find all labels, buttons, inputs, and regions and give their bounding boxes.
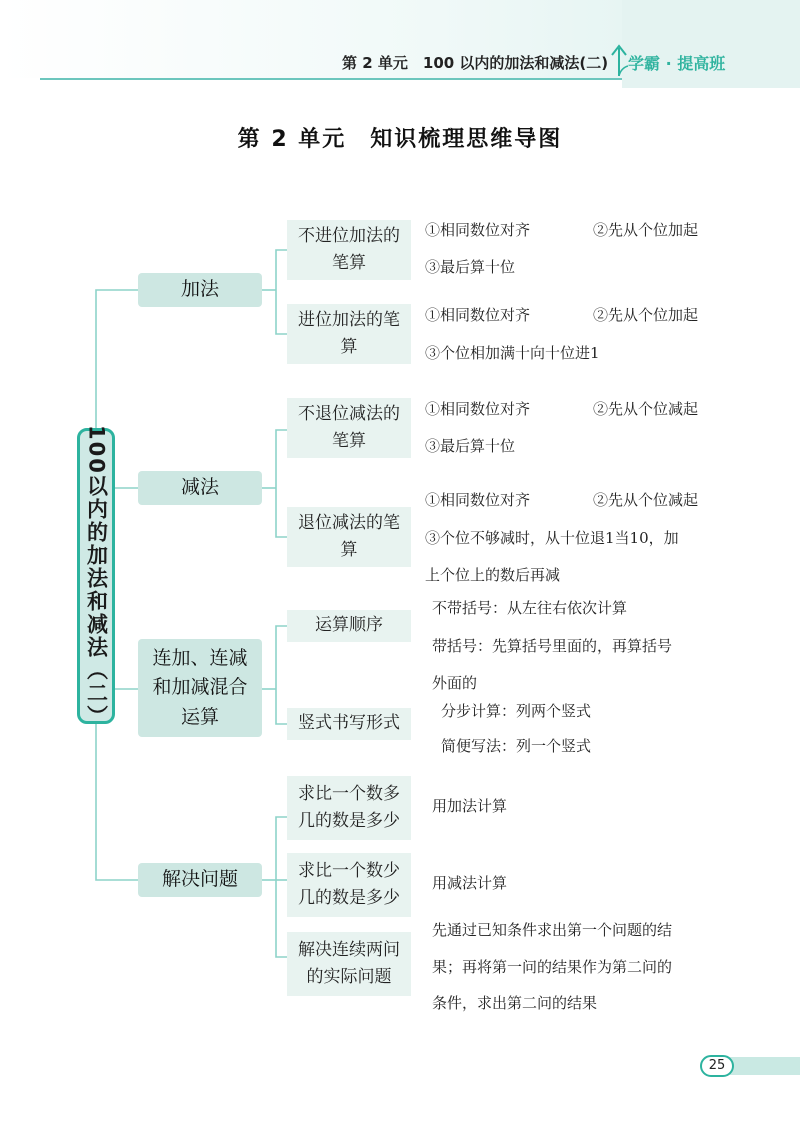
- connector-solve-children: [276, 817, 287, 957]
- note-text: 先通过已知条件求出第一个问题的结: [432, 921, 673, 939]
- branch-subtraction: 减法: [138, 471, 262, 505]
- note-text: ②先从个位加起: [593, 221, 699, 239]
- note-text: ③最后算十位: [425, 258, 516, 276]
- note-text: 用加法计算: [432, 797, 508, 815]
- branch-problem-solving: 解决问题: [138, 863, 262, 897]
- node-two-step: 解决连续两问的实际问题: [287, 932, 411, 996]
- page-number: 25: [700, 1055, 734, 1077]
- note-text: 条件，求出第二问的结果: [432, 994, 598, 1012]
- connector-root-solve: [96, 724, 138, 880]
- node-add-no-carry: 不进位加法的笔算: [287, 220, 411, 280]
- note-text: ①相同数位对齐: [425, 221, 531, 239]
- page-title: 第 2 单元 知识梳理思维导图: [237, 127, 563, 152]
- note-text: 简便写法：列一个竖式: [441, 737, 592, 755]
- note-text: ②先从个位加起: [593, 306, 699, 324]
- mind-map-root: [77, 424, 115, 728]
- node-add-carry: 进位加法的笔算: [287, 304, 411, 364]
- footer-bar: [730, 1057, 800, 1075]
- connector-sub-children: [276, 430, 287, 537]
- note-text: ①相同数位对齐: [425, 491, 531, 509]
- connector-root-add: [96, 290, 138, 428]
- node-sub-borrow: 退位减法的笔算: [287, 507, 411, 567]
- branch-mixed-operations: 连加、连减和加减混合运算: [138, 639, 262, 737]
- note-text: 上个位上的数后再减: [425, 566, 561, 584]
- branch-addition: 加法: [138, 273, 262, 307]
- connector-add-children: [276, 250, 287, 334]
- node-more-than: 求比一个数多几的数是多少: [287, 776, 411, 840]
- note-text: 不带括号：从左往右依次计算: [432, 599, 628, 617]
- note-text: 带括号：先算括号里面的，再算括号: [432, 637, 673, 655]
- node-order-of-operations: 运算顺序: [287, 610, 411, 642]
- connector-mixed-children: [276, 626, 287, 724]
- node-vertical-form: 竖式书写形式: [287, 708, 411, 740]
- node-less-than: 求比一个数少几的数是多少: [287, 853, 411, 917]
- note-text: ③个位不够减时，从十位退1当10，加: [425, 529, 679, 547]
- note-text: ③个位相加满十向十位进1: [425, 344, 600, 362]
- note-text: ③最后算十位: [425, 437, 516, 455]
- note-text: ①相同数位对齐: [425, 306, 531, 324]
- header-brand: 学霸 · 提高班: [628, 54, 726, 73]
- note-text: ②先从个位减起: [593, 400, 699, 418]
- note-text: ①相同数位对齐: [425, 400, 531, 418]
- header-unit-title: 第 2 单元 100 以内的加法和减法(二): [342, 54, 609, 72]
- note-text: 果；再将第一问的结果作为第二问的: [432, 958, 673, 976]
- note-text: 用减法计算: [432, 874, 508, 892]
- note-text: 分步计算：列两个竖式: [441, 702, 592, 720]
- note-text: 外面的: [432, 674, 478, 692]
- node-sub-no-borrow: 不退位减法的笔算: [287, 398, 411, 458]
- root-label: 100以内的加法和减法（二）: [84, 424, 109, 728]
- note-text: ②先从个位减起: [593, 491, 699, 509]
